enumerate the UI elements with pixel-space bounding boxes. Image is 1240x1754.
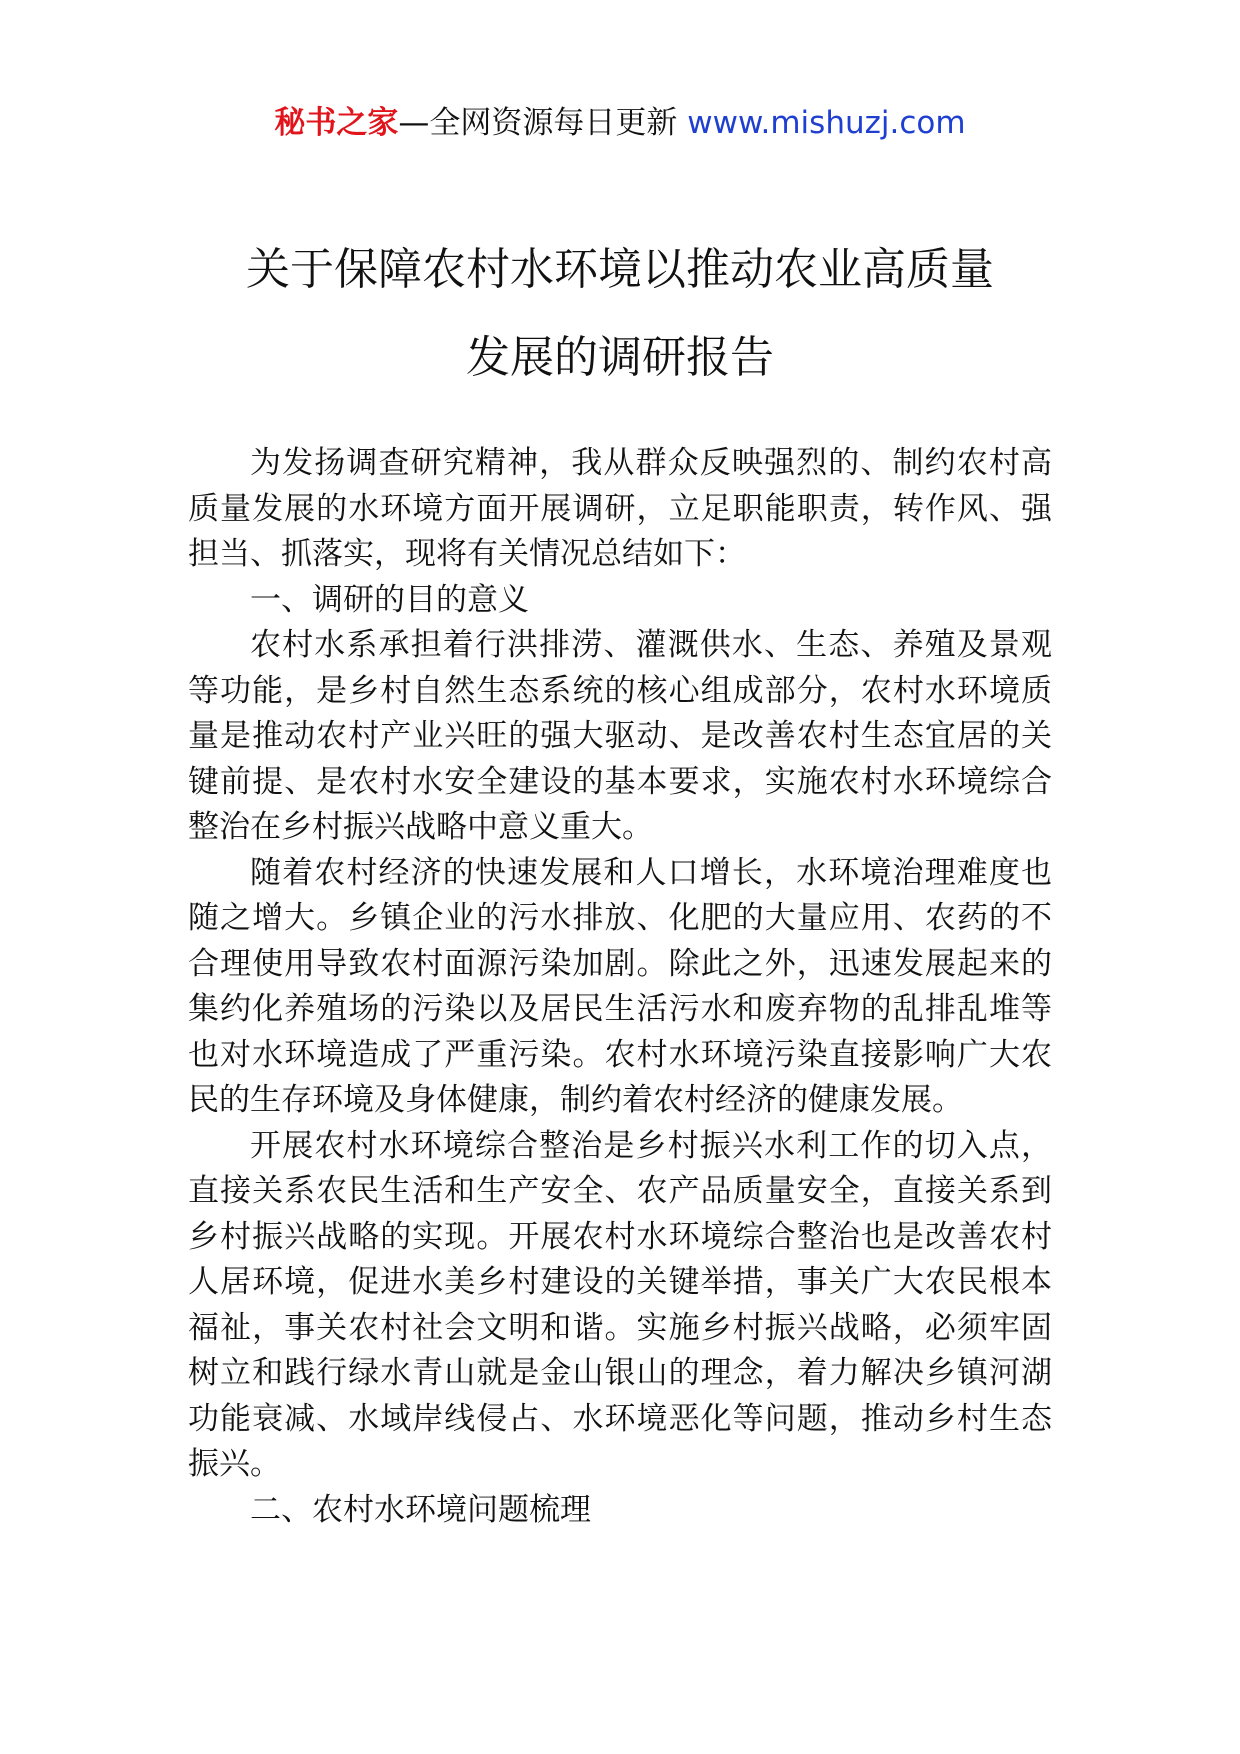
document-body — [188, 441, 1052, 1533]
document-title — [150, 226, 1090, 402]
website-link[interactable]: www.mishuzj.com — [687, 105, 966, 141]
intro-paragraph: 为发扬调查研究精神，我从群众反映强烈的、制约农村高质量发展的水环境方面开展调研，立足职能职责，转作风、强担当、抓落实，现将有关情况总结如下： — [188, 445, 1052, 572]
section-heading-1: 一、调研的目的意义 — [250, 581, 529, 618]
site-header — [0, 100, 1240, 146]
body-paragraph: 农村水系承担着行洪排涝、灌溉供水、生态、养殖及景观等功能，是乡村自然生态系统的核心组成部分，农村水环境质量是推动农村产业兴旺的强大驱动、是改善农村生态宜居的关键前提、是农村水安全建设的基本要求，实施农村水环境综合整治在乡村振兴战略中意义重大。 — [188, 627, 1052, 845]
title-line-1: 关于保障农村水环境以推动农业高质量 — [246, 244, 994, 295]
header-tagline: —全网资源每日更新 — [398, 105, 688, 141]
section-heading-2: 二、农村水环境问题梳理 — [250, 1491, 591, 1528]
body-paragraph: 随着农村经济的快速发展和人口增长，水环境治理难度也随之增大。乡镇企业的污水排放、化肥的大量应用、农药的不合理使用导致农村面源污染加剧。除此之外，迅速发展起来的集约化养殖场的污染以及居民生活污水和废弃物的乱排乱堆等也对水环境造成了严重污染。农村水环境污染直接影响广大农民的生存环境及身体健康，制约着农村经济的健康发展。 — [188, 854, 1052, 1118]
brand-name: 秘书之家 — [274, 105, 399, 141]
title-line-2: 发展的调研报告 — [466, 332, 774, 383]
body-paragraph: 开展农村水环境综合整治是乡村振兴水利工作的切入点，直接关系农民生活和生产安全、农产品质量安全，直接关系到乡村振兴战略的实现。开展农村水环境综合整治也是改善农村人居环境，促进水美乡村建设的关键举措，事关广大农民根本福祉，事关农村社会文明和谐。实施乡村振兴战略，必须牢固树立和践行绿水青山就是金山银山的理念，着力解决乡镇河湖功能衰减、水域岸线侵占、水环境恶化等问题，推动乡村生态振兴。 — [188, 1127, 1052, 1482]
